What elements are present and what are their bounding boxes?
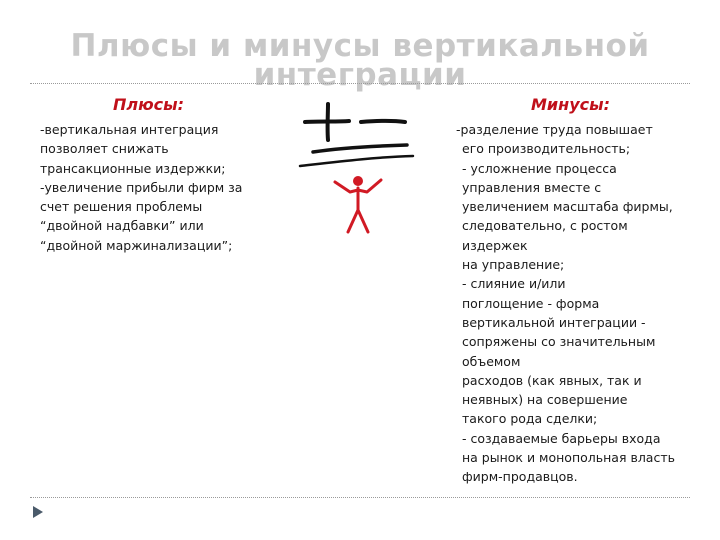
- cons-line: увеличением масштаба фирмы,: [462, 199, 673, 215]
- cons-line: поглощение - форма: [462, 295, 600, 311]
- cons-line: такого рода сделки;: [462, 411, 598, 427]
- slide-title: [0, 22, 720, 99]
- cons-line: фирм-продавцов.: [462, 469, 578, 485]
- cons-line: на рынок и монопольная власть: [462, 450, 675, 466]
- cons-line: объемом: [462, 353, 521, 369]
- cons-line: издержек: [462, 237, 528, 253]
- cons-line: - создаваемые барьеры входа: [462, 430, 661, 446]
- pros-line: позволяет снижать: [40, 141, 169, 157]
- pros-line: “двойной маржинализации”;: [40, 237, 233, 253]
- cons-line: -разделение труда повышает: [456, 122, 653, 137]
- pros-heading: Плюсы:: [113, 95, 185, 114]
- top-divider: [30, 83, 690, 84]
- plus-minus-figure-icon: [295, 100, 420, 240]
- pros-line: “двойной надбавки” или: [40, 218, 204, 234]
- bottom-divider: [30, 497, 690, 498]
- cons-line: управления вместе с: [462, 179, 602, 195]
- cons-line: его производительность;: [462, 141, 631, 157]
- cons-line: сопряжены со значительным: [462, 334, 656, 350]
- cons-line: вертикальной интеграции -: [462, 314, 646, 330]
- cons-list: [456, 120, 675, 487]
- pros-line: -вертикальная интеграция: [40, 122, 219, 137]
- cons-line: - усложнение процесса: [462, 160, 617, 176]
- cons-line: на управление;: [462, 257, 565, 273]
- cons-line: следовательно, с ростом: [462, 218, 628, 234]
- pros-line: счет решения проблемы: [40, 199, 203, 215]
- cons-line: расходов (как явных, так и: [462, 372, 642, 388]
- pros-line: -увеличение прибыли фирм за: [40, 179, 243, 195]
- play-arrow-icon[interactable]: [32, 505, 44, 519]
- slide-title-line-2: интеграции: [253, 57, 467, 93]
- slide-title-line-1: Плюсы и минусы вертикальной: [70, 28, 650, 64]
- pros-list: [40, 120, 242, 255]
- cons-heading: Минусы:: [531, 95, 610, 114]
- pros-line: трансакционные издержки;: [40, 160, 226, 176]
- cons-line: неявных) на совершение: [462, 392, 628, 408]
- cons-line: - слияние и/или: [462, 276, 566, 292]
